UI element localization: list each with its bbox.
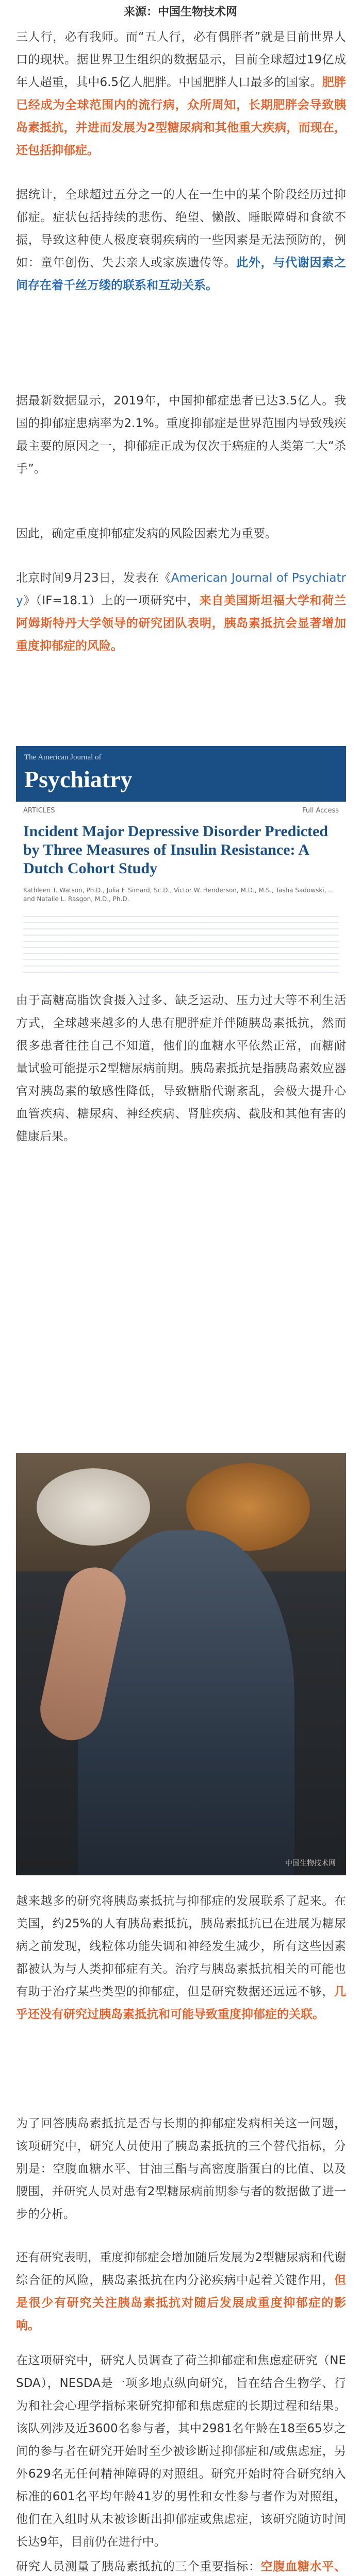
- paragraph-china-data: [16, 389, 346, 480]
- measures-text: 研究人员测量了胰岛素抵抗的三个重要指标：: [16, 2560, 261, 2573]
- announcement-highlight-1: 来自美国斯坦福大学和荷兰阿姆斯特丹大学领导的研究团队表明，: [16, 594, 346, 630]
- journal-link[interactable]: American Journal of Psychiatry: [16, 571, 346, 607]
- paragraph-measures: [16, 2555, 346, 2576]
- journal-banner-small: The American Journal of: [24, 753, 102, 761]
- journal-meta: [23, 807, 339, 815]
- photo-person-eating: [16, 1453, 346, 1875]
- announcement-text: 北京时间9月23日，发表在《: [16, 571, 171, 585]
- journal-section: ARTICLES: [23, 807, 55, 815]
- insulin-resistance-text: 由于高糖高脂饮食摄入过多、缺乏运动、压力过大等不利生活方式，全球越来越多的人患有肥胖症并伴随胰岛素抵抗，然而很多患者往往自己不知道，他们的血糖水平依然正常，而糖耐量试验可能提示2型糖尿病前期。胰岛素抵抗是指胰岛素效应器官对胰岛素的敏感性降低，导致糖脂代谢紊乱，会极大提升心血管疾病、糖尿病、神经疾病、肾脏疾病、截肢和其他有害的健康后果。: [16, 994, 346, 1143]
- china-data-text: 据最新数据显示，2019年，中国抑郁症患者已达3.5亿人。我国的抑郁症患病率为2.1%。重度抑郁症是世界范围内导致残疾最主要的原因之一，抑郁症正成为仅次于癌症的人类第二大“杀手”。: [16, 394, 346, 476]
- paragraph-links: [16, 1890, 346, 2026]
- links-text-2: 治疗某些类型的抑郁症，: [53, 1985, 188, 1998]
- paragraph-prior-research: [16, 2246, 346, 2337]
- journal-article-title: Incident Major Depressive Disorder Predicted by Three Measures of Insulin Resistance: A Dutch Cohort Study: [23, 823, 329, 877]
- question-text: 为了回答胰岛素抵抗是否与长期的抑郁症发病相关这一问题，该项研究中，研究人员使用了胰岛素抵抗的三个替代指标，分别是：空腹血糖水平、甘油三酯与高密度脂蛋白的比值、以及腰围，并研究人员对患有2型糖尿病前期参与者的数据做了进一步的分析。: [16, 2117, 346, 2221]
- paragraph-intro: [16, 26, 346, 162]
- links-highlight: 几乎还没有研究过胰岛素抵抗和可能导致重度抑郁症的关联。: [16, 1985, 347, 2021]
- links-text-3: 但是研究数据还远远不够，: [187, 1985, 335, 1998]
- nesda-text: 在这项研究中，研究人员调查了荷兰抑郁症和焦虑症研究（NESDA），NESDA是一项多地点纵向研究，旨在结合生物学、行为和社会心理学指标来研究抑郁和焦虑症的长期过程和结果。该队列涉及近3600名参与者，其中2981名年龄在18至65岁之间的参与者在研究开始时至少被诊断过抑郁症和/或焦虑症，另外629名无任何精神障碍的对照组。研究开始时符合研究纳入标准的601名平均年龄41岁的男性和女性参与者作为对照组，他们在入组时从未被诊断出抑郁症或焦虑症，该研究随访时间长达9年，目前仍在进行中。: [16, 2354, 346, 2549]
- journal-access: Full Access: [302, 807, 339, 815]
- journal-screenshot: [16, 746, 346, 975]
- journal-banner-title: Psychiatry: [24, 766, 133, 792]
- stats-bold: 此外，与代谢因素之间存在着千丝万缕的联系和互动关系。: [16, 256, 347, 292]
- stats-text: 据统计，全球超过五分之一的人在一生中的某个阶段经历过抑郁症。症状包括持续的悲伤、绝望、懒散、睡眠障碍和食欲不振，导致这种使人极度衰弱疾病的一些因素是无法预防的，例如：童年创伤、失去亲人或家族遗传等。: [16, 188, 346, 269]
- paragraph-nesda: [16, 2349, 346, 2553]
- intro-text: 三人行，必有我师。而“五人行，必有偶胖者”就是目前世界人口的现状。据世界卫生组织的数据显示，目前全球超过19亿成年人超重，其中6.5亿人肥胖。中国肥胖人口最多的国家。: [16, 30, 346, 89]
- paragraph-statistics: [16, 183, 346, 297]
- prior-highlight: 但是很少有研究关注胰岛素抵抗对随后发展成重度抑郁症的影响。: [16, 2274, 346, 2332]
- prior-text: 还有研究表明，重度抑郁症会增加随后发展为2型糖尿病和代谢综合征的风险，胰岛素抵抗在内分泌疾病中起着关键作用，: [16, 2251, 346, 2287]
- journal-banner: [16, 746, 346, 802]
- links-text: 越来越多的研究将胰岛素抵抗与抑郁症的发展联系了起来。在美国，约25%的人有胰岛素抵抗，胰岛素抵抗已在进展为糖尿病之前发现，线粒体功能失调和神经发生减少，所有这些因素都被认为与人类抑郁症有关。治疗与胰岛素抵抗相关的可能也有助于: [16, 1894, 346, 1998]
- photo-plate: [37, 1468, 150, 1546]
- paragraph-study-announcement: [16, 567, 346, 657]
- journal-authors: Kathleen T. Watson, Ph.D., Julia F. Simard, Sc.D., Victor W. Henderson, M.D., M.S., Tasha Sadowski, ... and Natalie L. Rasgon, M.D., Ph.D.: [23, 887, 334, 903]
- journal-text-lines: [23, 911, 339, 973]
- paragraph-risk: [16, 522, 346, 545]
- paragraph-question: [16, 2112, 346, 2226]
- risk-text: 因此，确定重度抑郁症发病的风险因素尤为重要。: [16, 527, 277, 540]
- paragraph-insulin-resistance: [16, 989, 346, 1148]
- announcement-text-2: 》（IF=18.1）上的一项研究中，: [23, 594, 200, 607]
- measures-highlight: 空腹血糖水平、: [260, 2560, 347, 2573]
- announcement-highlight-2: 胰岛素抵抗会显著增加重度抑郁症的风险。: [16, 617, 347, 653]
- intro-highlight: 肥胖已经成为全球范围内的流行病，众所周知，长期肥胖会导致胰岛素抵抗，并进而发展为2型糖尿病和其他重大疾病，而现在，还包括抑郁症。: [16, 76, 347, 157]
- source-line: 来源：中国生物技术网: [123, 6, 237, 19]
- photo-watermark: 中国生物技术网: [285, 1859, 336, 1868]
